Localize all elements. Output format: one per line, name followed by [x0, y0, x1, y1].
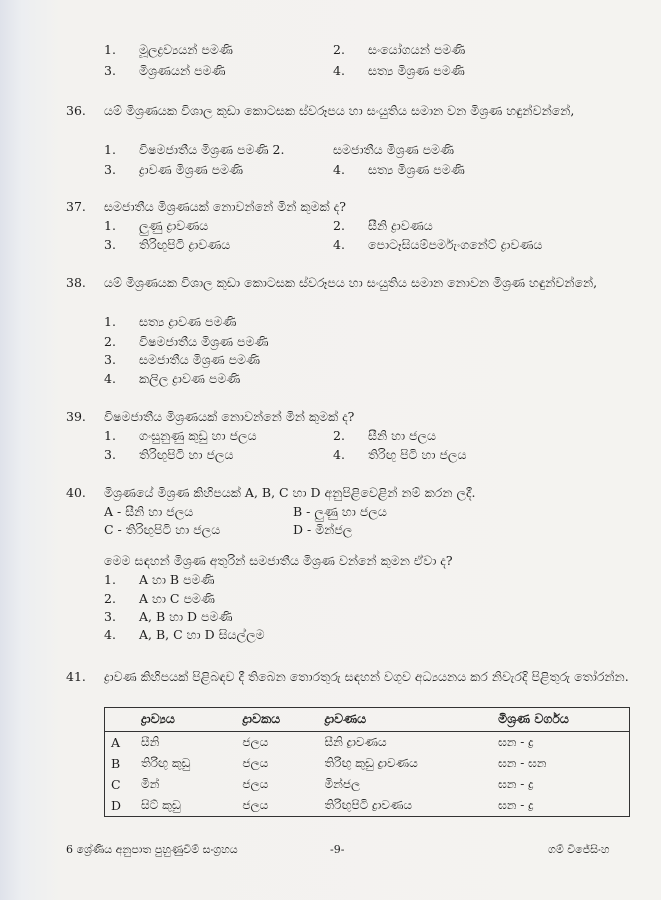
cell-solute: තිරිඟු කුඩු: [141, 756, 191, 770]
q39-option-4-text: තිරිඟු පිටි හා ජලය: [368, 447, 467, 462]
q39-option-2-text: සීනි හා ජලය: [368, 428, 437, 443]
q38-option-3-number: 3.: [104, 352, 116, 367]
q39-option-4-number: 4.: [333, 447, 345, 462]
header-mixture-type: මිශ්‍රණ වර්ගය: [492, 708, 629, 732]
q40-option-3-number: 3.: [104, 609, 116, 624]
q40-pair-a: A - සීනි හා ජලය: [104, 504, 194, 519]
row-label: D: [111, 798, 122, 813]
row-label: A: [111, 735, 121, 750]
q37-number: 37.: [66, 199, 86, 214]
q40-option-2-text: A හා C පමණි: [139, 591, 215, 606]
q39-option-1-text: ගංසුනුණු කුඩු හා ජලය: [139, 428, 257, 443]
table-row: [105, 732, 630, 754]
q38-option-4-text: කලිල ද්‍රාවණ පමණි: [139, 371, 241, 386]
q40-option-1-text: A හා B පමණි: [139, 572, 215, 587]
q37-option-2-number: 2.: [333, 218, 345, 233]
q40-option-3-text: A, B හා D පමණි: [139, 609, 233, 624]
q41-stem: ද්‍රාවණ කිහිපයක් පිළිබඳව දී තිබෙන තොරතුරු සඳහන් වගුව අධ්‍යයනය කර නිවැරදි පිළිතුරු තෝරන්න.: [104, 669, 629, 684]
cell-mixture-type: ඝන - ද්‍ර: [498, 735, 534, 749]
cell-solution: තිරිඟුපිටි ද්‍රාවණය: [324, 798, 413, 812]
q41-number: 41.: [66, 669, 86, 684]
q36-option-3-text: ද්‍රාවණ මිශ්‍රණ පමණි: [139, 162, 244, 177]
q40-option-4-text: A, B, C හා D සියල්ලම: [139, 627, 265, 642]
cell-solution: සීනි ද්‍රාවණය: [324, 735, 387, 749]
q36-option-2-text: සමජාතීය මිශ්‍රණ පමණි: [333, 142, 455, 157]
table-row: [105, 753, 630, 774]
q36-stem: යම් මිශ්‍රණයක විශාල කුඩා කොටසක ස්වරූපය හා සංයුතිය සමාන වන මිශ්‍රණ හඳුන්වන්නේ,: [104, 103, 575, 118]
q36-option-3-number: 3.: [104, 162, 116, 177]
q40-stem: මිශ්‍රණයේ මිශ්‍රණ කිහිපයක් A, B, C හා D අනුපිළිවෙළින් නම් කරන ලදී.: [104, 485, 476, 500]
q35-option-4-number: 4.: [333, 63, 345, 78]
cell-solvent: ජලය: [242, 735, 269, 749]
header-solute: ද්‍රාව්‍යය: [135, 708, 236, 732]
q37-option-4-number: 4.: [333, 237, 345, 252]
solutions-table: [104, 707, 630, 817]
q40-pair-d: D - මින්ජල: [293, 522, 353, 537]
q35-option-4-text: සත්‍ය මිශ්‍රණ පමණි: [368, 63, 465, 78]
row-label: C: [111, 777, 121, 792]
q36-option-1-number: 1.: [104, 142, 116, 157]
header-solvent: ද්‍රාවකය: [236, 708, 318, 732]
cell-solution: තිරිඟු කුඩු ද්‍රාවණය: [324, 756, 418, 770]
table-corner: [105, 708, 136, 732]
q40-sub-stem: මෙම සඳහන් මිශ්‍රණ අතුරින් සමජාතීය මිශ්‍රණ වන්නේ කුමන ඒවා ද?: [104, 553, 453, 568]
footer-right: ගම් විජේසිංහ: [548, 843, 610, 856]
q37-option-3-text: තිරිඟුපිටි ද්‍රාවණය: [139, 237, 231, 252]
q36-number: 36.: [66, 103, 86, 118]
row-label: B: [111, 756, 121, 771]
q40-pair-c: C - තිරිඟුපිටි හා ජලය: [104, 522, 221, 537]
header-solution: ද්‍රාවණය: [318, 708, 492, 732]
q36-option-4-number: 4.: [333, 162, 345, 177]
cell-solvent: ජලය: [242, 756, 269, 770]
q40-number: 40.: [66, 485, 86, 500]
footer-page-number: -9-: [330, 843, 345, 856]
q37-option-3-number: 3.: [104, 237, 116, 252]
cell-solution: මින්ජල: [324, 777, 361, 791]
q40-pair-b: B - ලුණු හා ජලය: [293, 504, 387, 519]
q40-option-2-number: 2.: [104, 591, 116, 606]
q35-option-2-number: 2.: [333, 42, 345, 57]
q36-option-4-text: සත්‍ය මිශ්‍රණ පමණි: [368, 162, 465, 177]
q37-stem: සමජාතීය මිශ්‍රණයක් නොවන්නේ මින් කුමක් ද?: [104, 199, 346, 214]
q38-option-1-number: 1.: [104, 314, 116, 329]
cell-mixture-type: ඝන - ද්‍ර: [498, 777, 534, 791]
q39-number: 39.: [66, 409, 86, 424]
q39-option-3-text: තිරිඟුපිටි හා ජලය: [139, 447, 234, 462]
q39-option-1-number: 1.: [104, 428, 116, 443]
q37-option-1-number: 1.: [104, 218, 116, 233]
cell-solute: සීනි: [141, 735, 160, 749]
cell-solute: මින්: [141, 777, 160, 791]
q39-stem: විෂමජාතීය මිශ්‍රණයක් නොවන්නේ මින් කුමක් ද?: [104, 409, 355, 424]
q40-option-4-number: 4.: [104, 627, 116, 642]
cell-mixture-type: ඝන - ද්‍ර: [498, 798, 534, 812]
q37-option-4-text: පොටෑසියම්පර්මැංගනේට් ද්‍රාවණය: [368, 237, 543, 252]
q35-option-1-number: 1.: [104, 42, 116, 57]
q38-option-2-text: විෂමජාතීය මිශ්‍රණ පමණි: [139, 334, 269, 349]
q35-option-3-text: මිශ්‍රණයන් පමණි: [139, 63, 226, 78]
q35-option-1-text: මූලද්‍රව්‍යයන් පමණි: [139, 42, 233, 57]
q38-option-3-text: සමජාතීය මිශ්‍රණ පමණි: [139, 352, 261, 367]
table-row: [105, 774, 630, 795]
table-row: [105, 795, 630, 817]
cell-solute: සිට් කුඩු: [141, 798, 181, 812]
table-header-row: [105, 708, 630, 732]
q40-option-1-number: 1.: [104, 572, 116, 587]
footer-left: 6 ශ්‍රේණිය අනුපාත පුහුණුවීම් සංග්‍රහය: [66, 843, 238, 856]
q38-stem: යම් මිශ්‍රණයක විශාල කුඩා කොටසක ස්වරූපය හා සංයුතිය සමාන නොවන මිශ්‍රණ හඳුන්වන්නේ,: [104, 275, 598, 290]
q38-option-4-number: 4.: [104, 371, 116, 386]
cell-solvent: ජලය: [242, 798, 269, 812]
q38-option-1-text: සත්‍ය ද්‍රාවණ පමණි: [139, 314, 237, 329]
q39-option-3-number: 3.: [104, 447, 116, 462]
q38-option-2-number: 2.: [104, 334, 116, 349]
q35-option-2-text: සංයෝගයන් පමණි: [368, 42, 466, 57]
q36-option-1-text: විෂමජාතීය මිශ්‍රණ පමණි 2.: [139, 142, 285, 157]
q39-option-2-number: 2.: [333, 428, 345, 443]
q37-option-1-text: ලුණු ද්‍රාවණය: [139, 218, 209, 233]
q38-number: 38.: [66, 275, 86, 290]
q35-option-3-number: 3.: [104, 63, 116, 78]
cell-mixture-type: ඝන - ඝන: [498, 756, 547, 770]
q37-option-2-text: සීනි ද්‍රාවණය: [368, 218, 433, 233]
cell-solvent: ජලය: [242, 777, 269, 791]
